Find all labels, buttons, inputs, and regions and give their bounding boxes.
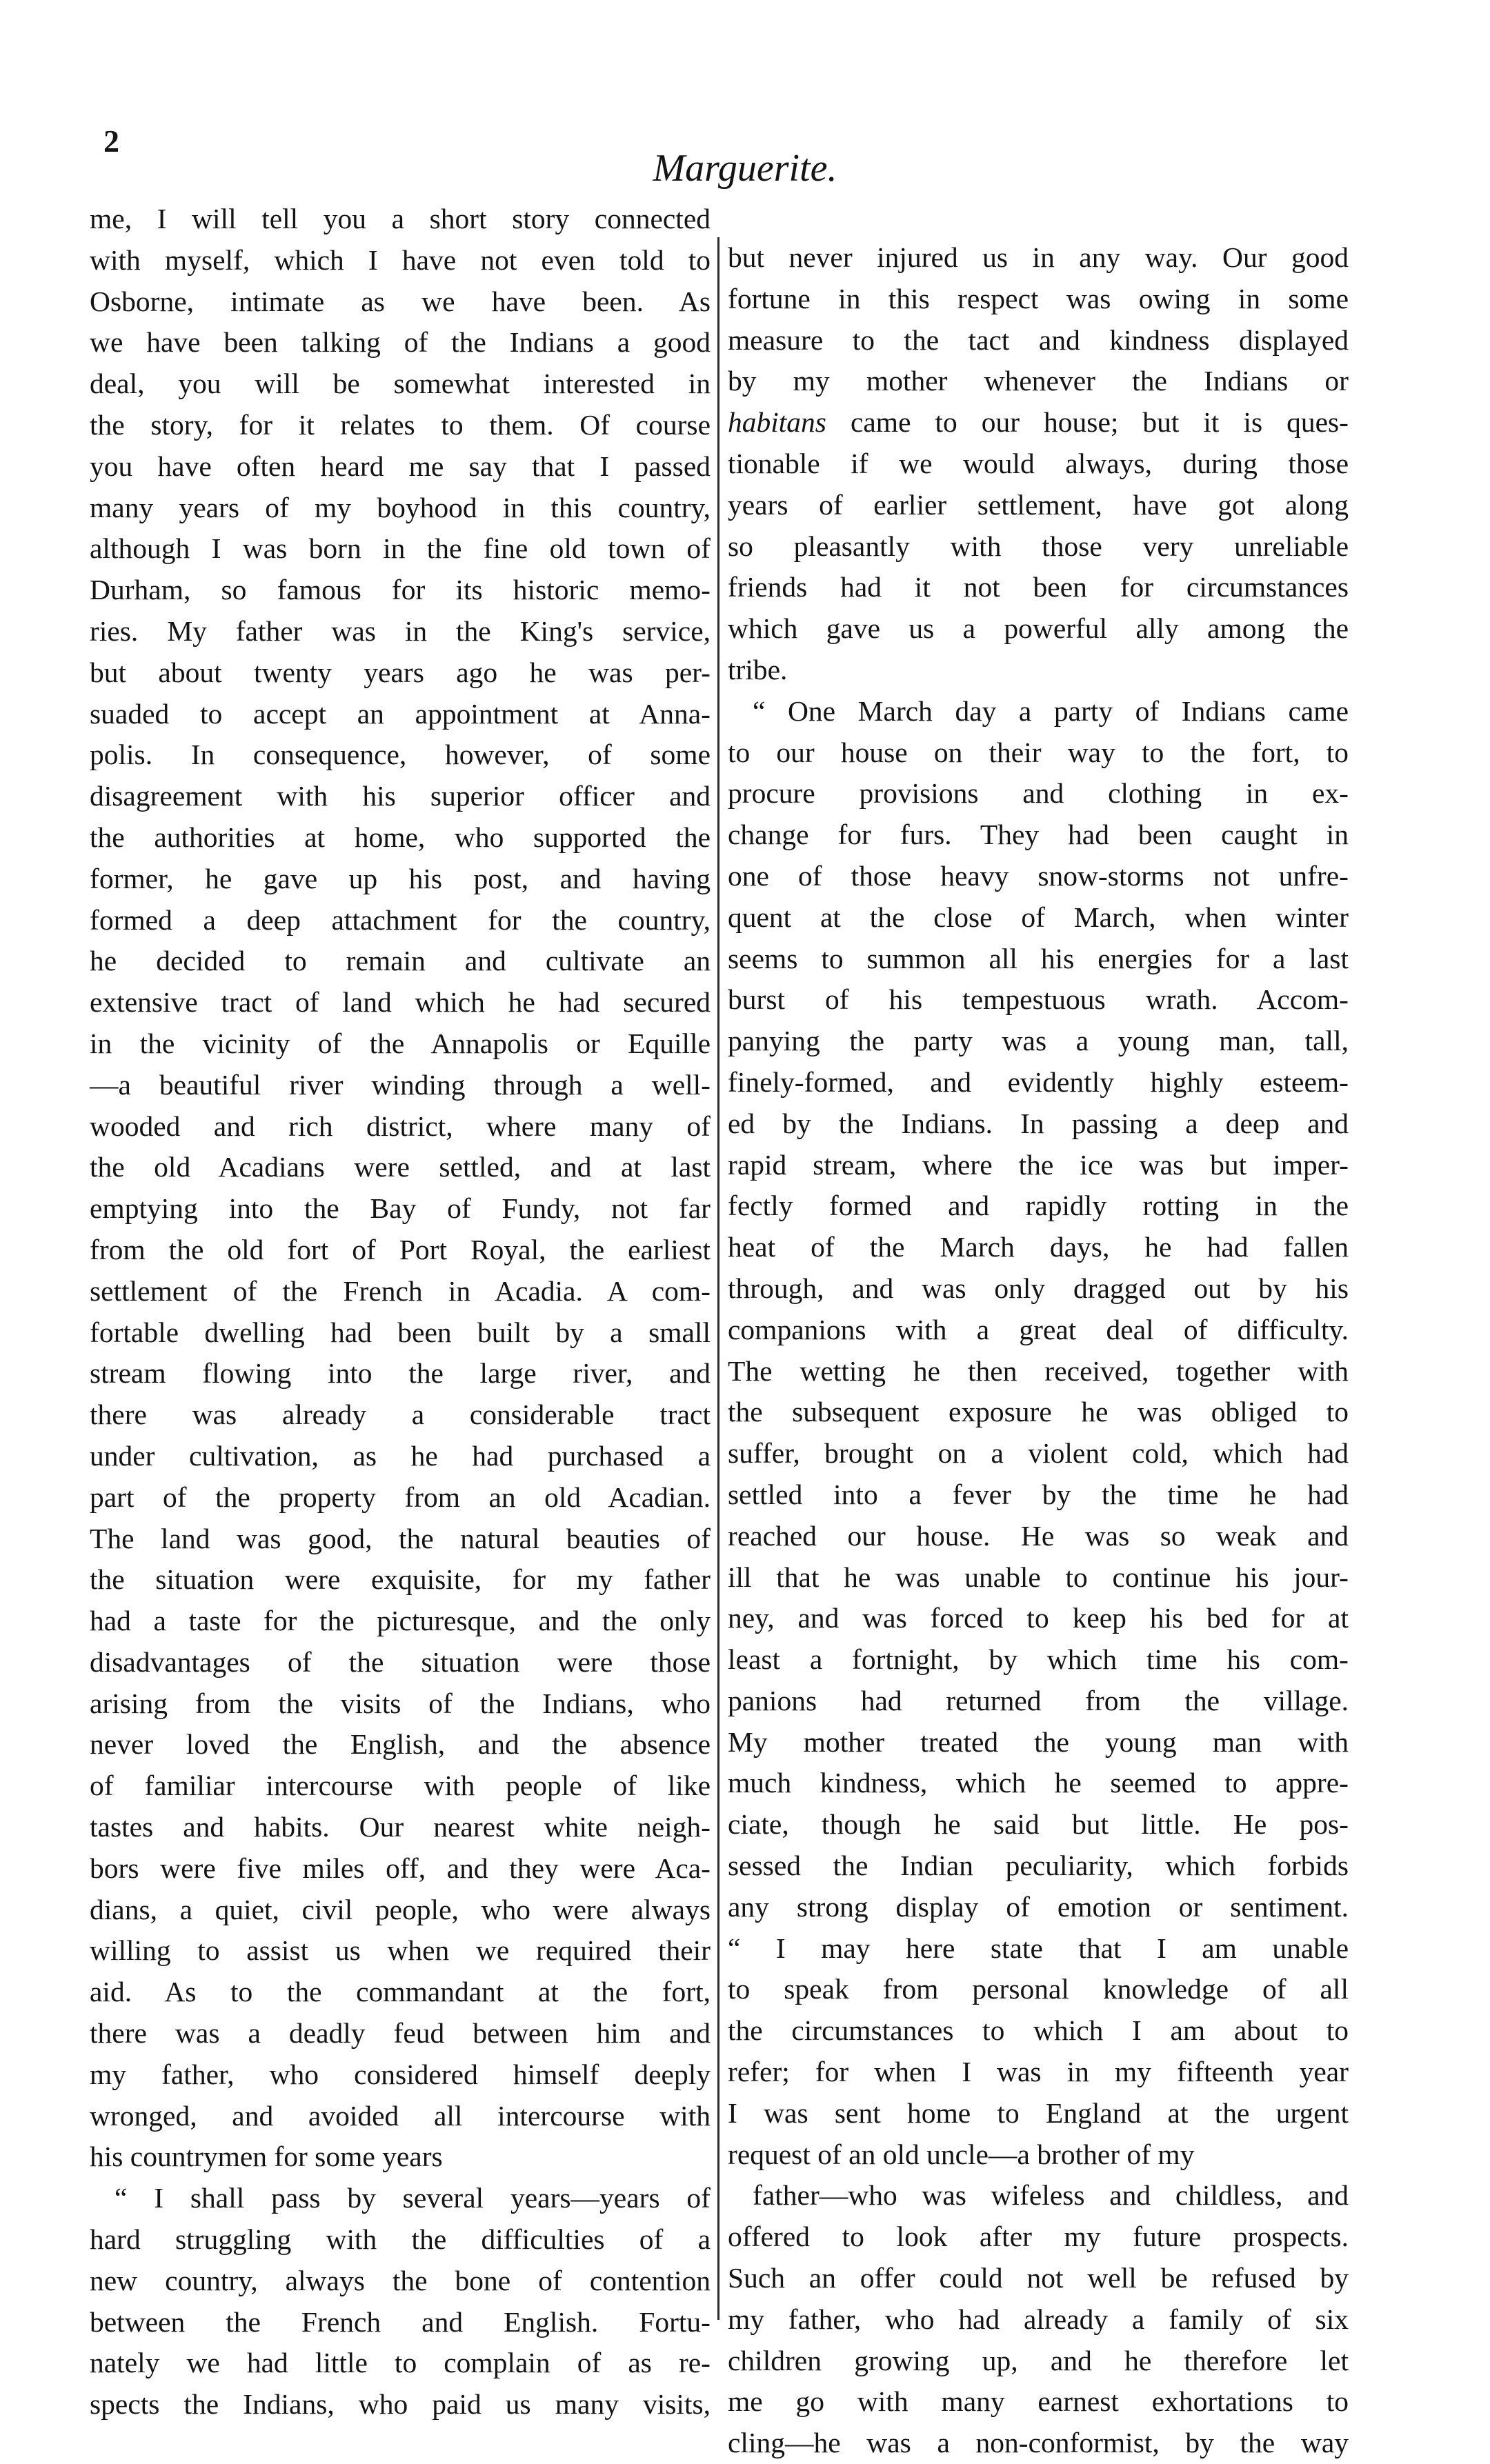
text-line: extensive tract of land which he had secured [90, 986, 711, 1019]
text-line: “ One March day a party of Indians came [753, 694, 1349, 727]
text-line: panying the party was a young man, tall, [728, 1025, 1349, 1057]
text-line: deal, you will be somewhat interested in [90, 368, 711, 400]
text-line: polis. In consequence, however, of some [90, 739, 711, 771]
text-line: new country, always the bone of contention [90, 2264, 711, 2296]
text-line: companions with a great deal of difficulty. [728, 1313, 1349, 1345]
text-line: the authorities at home, who supported the [90, 821, 711, 853]
text-line: in the vicinity of the Annapolis or Equille [90, 1027, 711, 1059]
text-line: procure provisions and clothing in ex- [728, 777, 1349, 810]
text-line: emptying into the Bay of Fundy, not far [90, 1192, 711, 1225]
text-line: although I was born in the fine old town of [90, 532, 711, 565]
text-line: ries. My father was in the King's service, [90, 614, 711, 647]
running-title: Marguerite. [653, 147, 837, 190]
text-line: my father, who had already a family of six [728, 2303, 1349, 2335]
text-line: there was already a considerable tract [90, 1399, 711, 1431]
text-line: sessed the Indian peculiarity, which forbids [728, 1850, 1349, 1882]
text-line: children growing up, and he therefore let [728, 2344, 1349, 2376]
text-line: measure to the tact and kindness displayed [728, 323, 1349, 356]
text-line: his countrymen for some years [90, 2141, 443, 2173]
text-line: hard struggling with the difficulties of a [90, 2223, 711, 2256]
text-line: of familiar intercourse with people of like [90, 1770, 711, 1802]
text-line: Osborne, intimate as we have been. As [90, 285, 711, 317]
text-line: seems to summon all his energies for a last [728, 942, 1349, 974]
text-line: —a beautiful river winding through a well- [90, 1068, 711, 1101]
text-line [728, 402, 1349, 443]
text-line: wronged, and avoided all intercourse with [90, 2099, 711, 2132]
text-line: I was sent home to England at the urgent [728, 2096, 1349, 2129]
text-line: fortune in this respect was owing in some [728, 282, 1349, 314]
text-line: so pleasantly with those very unreliable [728, 530, 1349, 562]
text-line: finely-formed, and evidently highly esteem- [728, 1065, 1349, 1098]
text-line: the situation were exquisite, for my father [90, 1563, 711, 1596]
text-line: there was a deadly feud between him and [90, 2017, 711, 2050]
text-line: fectly formed and rapidly rotting in the [728, 1190, 1349, 1222]
text-line: any strong display of emotion or sentiment. [728, 1890, 1349, 1923]
text-line: dians, a quiet, civil people, who were always [90, 1893, 711, 1925]
text-line: tastes and habits. Our nearest white neigh- [90, 1811, 711, 1843]
text-line: ill that he was unable to continue his jour- [728, 1561, 1349, 1593]
text-line: reached our house. He was so weak and [728, 1519, 1349, 1552]
text-line: we have been talking of the Indians a good [90, 326, 711, 359]
text-line: The wetting he then received, together with [728, 1354, 1349, 1387]
text-line: tribe. [728, 653, 788, 685]
text-line: ed by the Indians. In passing a deep and [728, 1107, 1349, 1139]
text-line: spects the Indians, who paid us many visits, [90, 2388, 711, 2421]
text-line: offered to look after my future prospects. [728, 2221, 1349, 2253]
text-line: from the old fort of Port Royal, the earliest [90, 1233, 711, 1265]
text-fragment: came to our house; but it is ques- [826, 406, 1349, 439]
text-line: me go with many earnest exhortations to [728, 2385, 1349, 2418]
text-line: ney, and was forced to keep his bed for at [728, 1602, 1349, 1634]
text-line: quent at the close of March, when winter [728, 901, 1349, 933]
text-line: My mother treated the young man with [728, 1725, 1349, 1758]
text-line: cling—he was a non-conformist, by the way [728, 2427, 1349, 2459]
text-line: nately we had little to complain of as re- [90, 2347, 711, 2379]
text-line: to our house on their way to the fort, to [728, 736, 1349, 768]
text-line: the subsequent exposure he was obliged to [728, 1396, 1349, 1428]
text-line: suffer, brought on a violent cold, which had [728, 1437, 1349, 1470]
text-line: least a fortnight, by which time his com- [728, 1643, 1349, 1676]
text-line: the story, for it relates to them. Of course [90, 408, 711, 441]
text-line: had a taste for the picturesque, and the only [90, 1605, 711, 1637]
text-line: the circumstances to which I am about to [728, 2014, 1349, 2047]
text-line: request of an old uncle—a brother of my [728, 2138, 1195, 2170]
text-line: under cultivation, as he had purchased a [90, 1439, 711, 1472]
text-line: refer; for when I was in my fifteenth year [728, 2056, 1349, 2088]
text-line: by my mother whenever the Indians or [728, 365, 1349, 397]
text-line: disadvantages of the situation were those [90, 1645, 711, 1678]
text-line: Such an offer could not well be refused by [728, 2262, 1349, 2294]
text-line: friends had it not been for circumstances [728, 571, 1349, 603]
text-line: wooded and rich district, where many of [90, 1110, 711, 1142]
text-line: to speak from personal knowledge of all [728, 1973, 1349, 2005]
text-line: but about twenty years ago he was per- [90, 656, 711, 688]
text-line: but never injured us in any way. Our good [728, 241, 1349, 273]
text-line: my father, who considered himself deeply [90, 2058, 711, 2090]
text-line: you have often heard me say that I passed [90, 450, 711, 482]
text-line: disagreement with his superior officer and [90, 780, 711, 812]
text-line: which gave us a powerful ally among the [728, 612, 1349, 645]
text-line: aid. As to the commandant at the fort, [90, 1976, 711, 2008]
text-line: bors were five miles off, and they were Aca- [90, 1852, 711, 1884]
text-line: change for furs. They had been caught in [728, 819, 1349, 851]
page-number: 2 [103, 123, 119, 159]
text-line: former, he gave up his post, and having [90, 862, 711, 894]
text-line: one of those heavy snow-storms not unfre- [728, 859, 1349, 892]
text-line: rapid stream, where the ice was but imper- [728, 1148, 1349, 1181]
text-line: willing to assist us when we required their [90, 1934, 711, 1967]
text-line: years of earlier settlement, have got along [728, 488, 1349, 521]
text-line: The land was good, the natural beauties of [90, 1522, 711, 1554]
text-line: father—who was wifeless and childless, and [753, 2179, 1349, 2212]
left-text-column [90, 199, 711, 2425]
text-line: heat of the March days, he had fallen [728, 1231, 1349, 1263]
text-line: tionable if we would always, during those [728, 447, 1349, 479]
text-line: settled into a fever by the time he had [728, 1478, 1349, 1510]
text-line: me, I will tell you a short story connected [90, 203, 711, 234]
text-line: many years of my boyhood in this country, [90, 491, 711, 523]
right-text-column [728, 237, 1349, 2464]
text-line: settlement of the French in Acadia. A com- [90, 1274, 711, 1307]
text-line: stream flowing into the large river, and [90, 1357, 711, 1390]
text-line: burst of his tempestuous wrath. Accom- [728, 983, 1349, 1016]
text-line: arising from the visits of the Indians, who [90, 1687, 711, 1719]
text-line: “ I shall pass by several years—years of [115, 2182, 711, 2214]
text-line: Durham, so famous for its historic memo- [90, 574, 711, 606]
text-line: between the French and English. Fortu- [90, 2305, 711, 2338]
text-line: the old Acadians were settled, and at last [90, 1151, 711, 1183]
text-line: with myself, which I have not even told to [90, 243, 711, 276]
text-line: much kindness, which he seemed to appre- [728, 1767, 1349, 1799]
text-line: fortable dwelling had been built by a small [90, 1316, 711, 1348]
column-divider [717, 237, 719, 2320]
text-line: formed a deep attachment for the country, [90, 903, 711, 936]
text-line: ciate, though he said but little. He pos- [728, 1808, 1349, 1841]
text-line: panions had returned from the village. [728, 1684, 1349, 1716]
text-line: suaded to accept an appointment at Anna- [90, 697, 711, 730]
text-line: through, and was only dragged out by his [728, 1272, 1349, 1304]
text-line: part of the property from an old Acadian. [90, 1481, 711, 1513]
text-line: he decided to remain and cultivate an [90, 945, 711, 977]
text-line: “ I may here state that I am unable [728, 1932, 1349, 1964]
italic-word: habitans [728, 406, 826, 439]
text-line: never loved the English, and the absence [90, 1728, 711, 1761]
